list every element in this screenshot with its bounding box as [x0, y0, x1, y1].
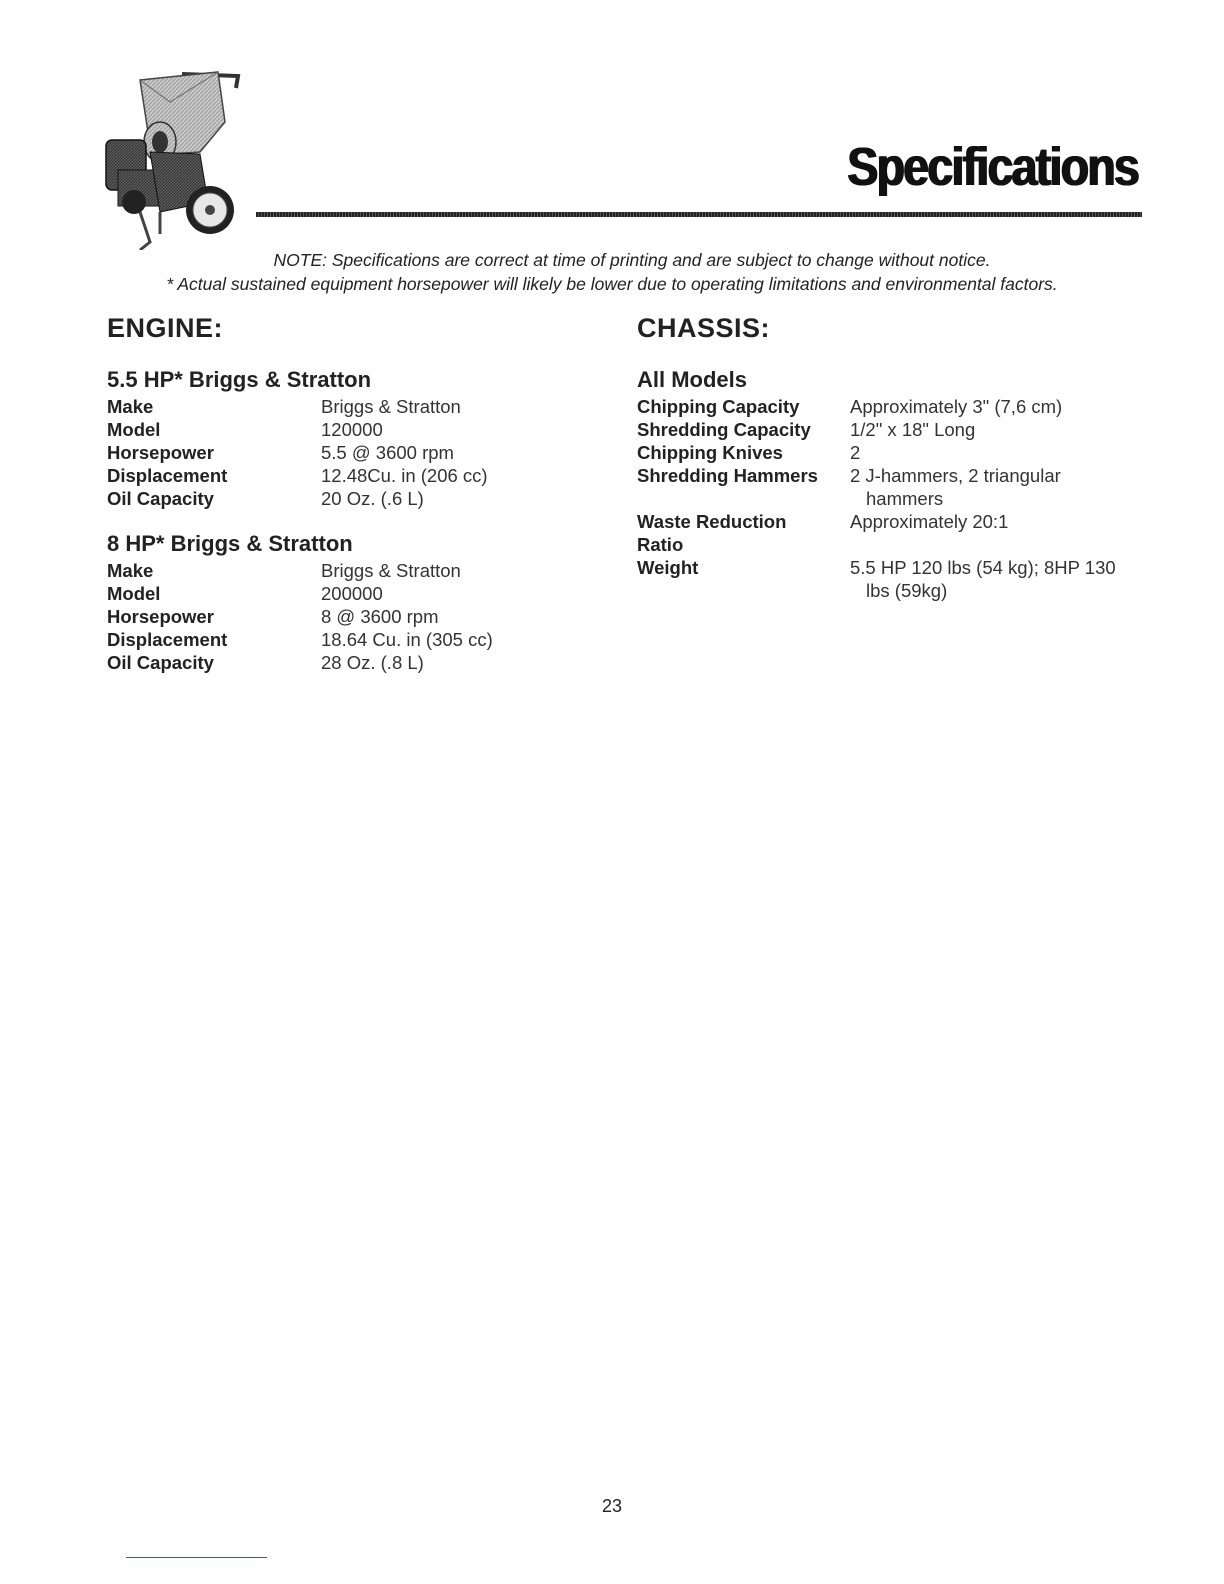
page-title: Specifications — [847, 137, 1138, 197]
table-row — [637, 464, 1142, 510]
spec-label: Displacement — [107, 629, 228, 650]
spec-value: Approximately 3" (7,6 cm) — [850, 396, 1063, 417]
spec-value: 8 @ 3600 rpm — [321, 606, 439, 627]
spec-label: Chipping Capacity — [637, 396, 800, 417]
table-row — [107, 441, 488, 464]
spec-value: 2 — [850, 442, 861, 463]
spec-label: Horsepower — [107, 442, 214, 463]
table-row — [637, 418, 1142, 441]
table-row — [107, 651, 493, 674]
spec-value-continuation: lbs (59kg) — [866, 580, 948, 601]
spec-value: 200000 — [321, 583, 383, 604]
spec-label: Model — [107, 583, 161, 604]
spec-label: Horsepower — [107, 606, 214, 627]
table-row — [107, 464, 488, 487]
engine-spec-table — [107, 559, 493, 674]
chassis-spec-table — [637, 395, 1142, 602]
spec-label: Chipping Knives — [637, 442, 783, 463]
spec-value: 18.64 Cu. in (305 cc) — [321, 629, 493, 650]
table-row — [107, 418, 488, 441]
table-row — [637, 510, 1142, 556]
table-row — [107, 487, 488, 510]
spec-value-line: 5.5 HP 120 lbs (54 kg); 8HP 130 — [850, 557, 1116, 578]
spec-label: Oil Capacity — [107, 488, 214, 509]
engine-group-title: 5.5 HP* Briggs & Stratton — [107, 367, 372, 392]
spec-value-continuation: hammers — [866, 488, 944, 509]
spec-label: Oil Capacity — [107, 652, 214, 673]
table-row — [107, 395, 488, 418]
spec-label: Model — [107, 419, 161, 440]
table-row — [107, 605, 493, 628]
engine-heading: ENGINE: — [107, 313, 224, 343]
notes-block — [0, 248, 1224, 296]
spec-value: 5.5 @ 3600 rpm — [321, 442, 454, 463]
spec-label: Shredding Hammers — [637, 465, 818, 486]
spec-value-line: 2 J-hammers, 2 triangular — [850, 465, 1061, 486]
chassis-heading: CHASSIS: — [637, 313, 771, 343]
chipper-shredder-machine-icon — [100, 62, 250, 250]
spec-value: Approximately 20:1 — [850, 511, 1009, 532]
spec-label: Shredding Capacity — [637, 419, 811, 440]
chassis-group-title: All Models — [637, 367, 748, 392]
title-rule-divider — [256, 212, 1142, 217]
spec-value: 20 Oz. (.6 L) — [321, 488, 424, 509]
spec-value: Briggs & Stratton — [321, 560, 461, 581]
spec-label-line: Waste Reduction — [637, 511, 787, 532]
spec-label: Make — [107, 396, 154, 417]
spec-value: 28 Oz. (.8 L) — [321, 652, 424, 673]
footnote-line: * Actual sustained equipment horsepower will likely be lower due to operating limitations and environmental factors. — [166, 274, 1058, 294]
table-row — [637, 395, 1142, 418]
engine-spec-table — [107, 395, 488, 510]
footer-link-line — [126, 1557, 267, 1558]
table-row — [637, 556, 1142, 602]
spec-label: Displacement — [107, 465, 228, 486]
page-number: 23 — [601, 1496, 623, 1516]
table-row — [107, 559, 493, 582]
spec-value — [850, 464, 1142, 510]
spec-label-continuation: Ratio — [637, 534, 684, 555]
note-line: NOTE: Specifications are correct at time of printing and are subject to change without notice. — [273, 250, 991, 270]
spec-value: 120000 — [321, 419, 383, 440]
spec-value — [850, 556, 1142, 602]
table-row — [637, 441, 1142, 464]
table-row — [107, 582, 493, 605]
spec-value: Briggs & Stratton — [321, 396, 461, 417]
spec-label: Make — [107, 560, 154, 581]
engine-group-title: 8 HP* Briggs & Stratton — [107, 531, 353, 556]
spec-label: Weight — [637, 557, 699, 578]
spec-value: 12.48Cu. in (206 cc) — [321, 465, 488, 486]
table-row — [107, 628, 493, 651]
spec-label — [637, 510, 850, 556]
spec-value: 1/2" x 18" Long — [850, 419, 976, 440]
